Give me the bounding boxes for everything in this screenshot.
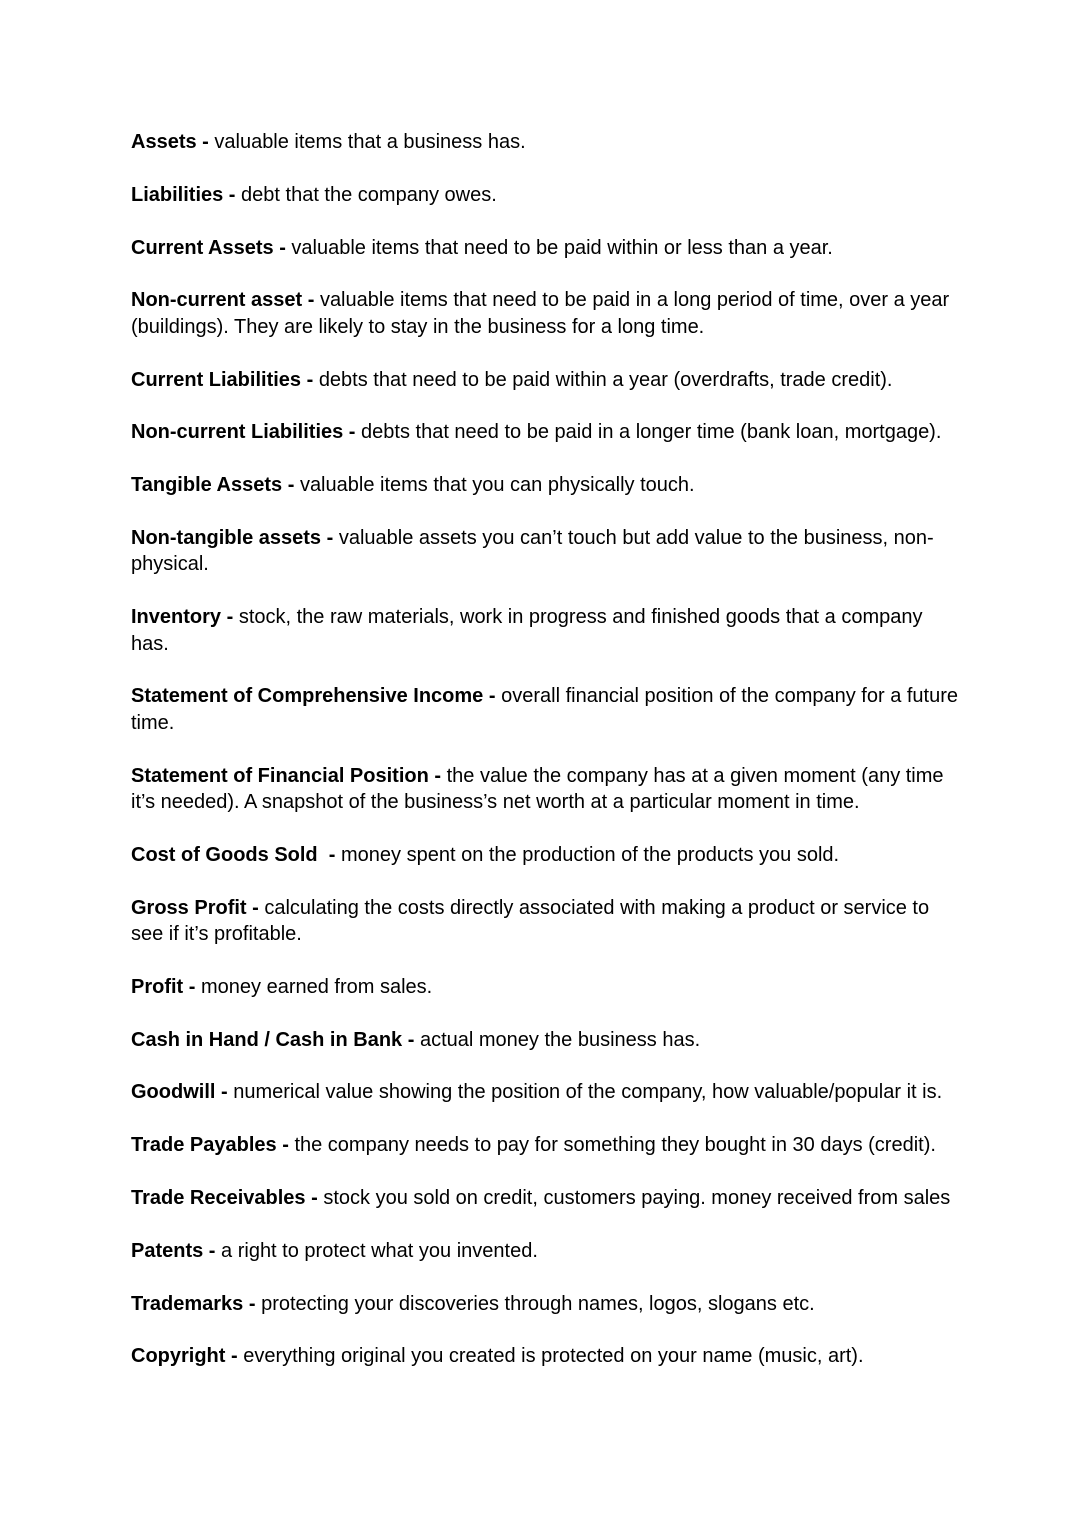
definition-entry: [131, 1291, 959, 1317]
definition-text: the value the company has at a given moment (any time it’s needed). A snapshot of the business’s net worth at a particular moment in time.: [131, 764, 950, 813]
term-label: Cash in Hand / Cash in Bank -: [131, 1028, 415, 1051]
definition-text: actual money the business has.: [419, 1028, 701, 1051]
term-label: Patents -: [131, 1239, 216, 1262]
definition-text: the company needs to pay for something they bought in 30 days (credit).: [294, 1134, 936, 1157]
term-label: Trade Payables -: [131, 1134, 289, 1157]
definition-text: numerical value showing the position of the company, how valuable/popular it is.: [233, 1081, 943, 1104]
definition-text: stock you sold on credit, customers paying. money received from sales: [323, 1186, 951, 1209]
definition-entry: [131, 974, 959, 1000]
definition-text: valuable assets you can’t touch but add value to the business, non-physical.: [131, 526, 934, 576]
term-label: Profit -: [131, 975, 196, 998]
definition-entry: [131, 525, 959, 578]
definition-entry: [131, 182, 959, 208]
term-label: Tangible Assets -: [131, 474, 295, 497]
term-label: Inventory -: [131, 606, 234, 629]
definition-text: debts that need to be paid within a year (overdrafts, trade credit).: [318, 368, 893, 391]
definition-entry: [131, 1027, 959, 1053]
definition-entry: [131, 683, 964, 736]
definition-text: stock, the raw materials, work in progress and finished goods that a company has.: [131, 606, 929, 655]
definition-entry: [131, 235, 959, 261]
term-label: Statement of Financial Position -: [131, 764, 442, 787]
definition-entry: [131, 419, 959, 445]
definition-text: debts that need to be paid in a longer time (bank loan, mortgage).: [361, 421, 942, 444]
definition-text: money earned from sales.: [201, 975, 433, 998]
definition-text: protecting your discoveries through names, logos, slogans etc.: [261, 1292, 815, 1315]
definition-entry: [131, 763, 959, 816]
term-label: Cost of Goods Sold -: [131, 843, 336, 866]
term-label: Current Assets -: [131, 236, 286, 259]
definition-text: valuable items that need to be paid in a long period of time, over a year (buildings). They are likely to stay in the business for a long time.: [131, 289, 955, 338]
definition-entry: [131, 1079, 959, 1105]
term-label: Current Liabilities -: [131, 368, 314, 391]
term-label: Copyright -: [131, 1345, 238, 1368]
term-label: Statement of Comprehensive Income -: [131, 685, 496, 708]
definition-entry: [131, 287, 959, 340]
definition-entry: [131, 895, 959, 948]
term-label: Gross Profit -: [131, 896, 259, 919]
definition-text: money spent on the production of the products you sold.: [341, 843, 840, 866]
definition-text: valuable items that a business has.: [214, 131, 526, 153]
definition-entry: [131, 604, 959, 657]
term-label: Non-current asset -: [131, 289, 315, 312]
term-label: Non-current Liabilities -: [131, 421, 356, 444]
definition-entry: [131, 129, 959, 155]
definition-entry: [131, 842, 959, 868]
definition-text: valuable items that need to be paid within or less than a year.: [291, 236, 833, 259]
term-label: Liabilities -: [131, 183, 236, 206]
definition-text: a right to protect what you invented.: [221, 1239, 538, 1262]
definitions-list: [131, 129, 964, 1370]
term-label: Goodwill -: [131, 1081, 228, 1104]
definition-entry: [131, 472, 959, 498]
definition-entry: [131, 1132, 959, 1158]
definition-entry: [131, 1343, 959, 1369]
definition-text: overall financial position of the company for a future time.: [131, 685, 964, 734]
term-label: Assets -: [131, 131, 209, 153]
definition-entry: [131, 367, 959, 393]
term-label: Trademarks -: [131, 1292, 256, 1315]
definition-text: valuable items that you can physically touch.: [299, 474, 695, 497]
term-label: Non-tangible assets -: [131, 526, 334, 549]
definition-entry: [131, 1238, 959, 1264]
term-label: Trade Receivables -: [131, 1186, 318, 1209]
definition-text: calculating the costs directly associated with making a product or service to see if it’s profitable.: [131, 896, 935, 945]
definition-text: everything original you created is protected on your name (music, art).: [243, 1345, 864, 1368]
definition-entry: [131, 1185, 959, 1211]
definition-text: debt that the company owes.: [241, 183, 497, 206]
